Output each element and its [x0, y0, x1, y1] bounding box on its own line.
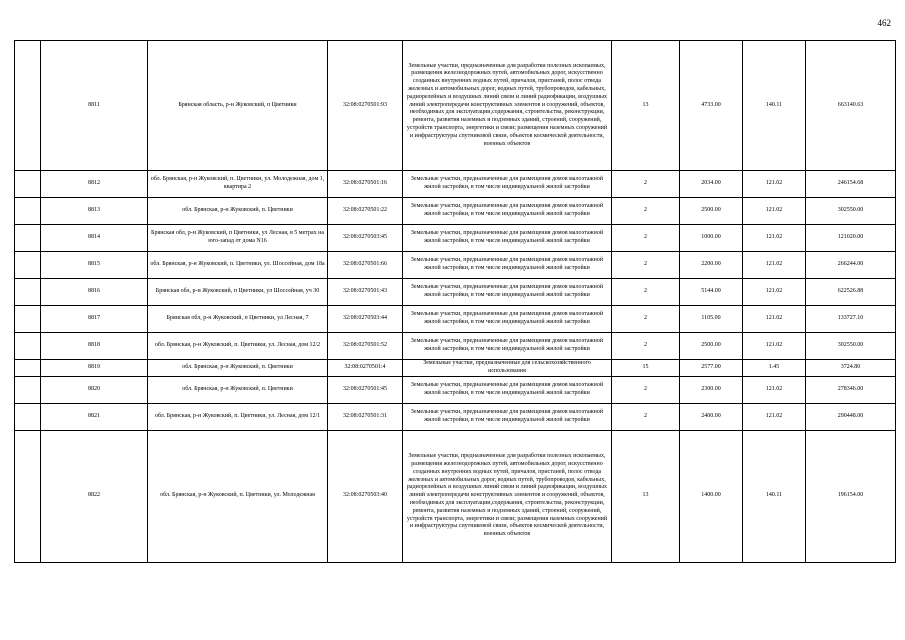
cadastral-number-cell: 32:08:0270501:22: [328, 198, 403, 225]
specific-value-cell: 121.02: [743, 225, 806, 252]
row-index-cell: [15, 376, 41, 403]
specific-value-cell: 121.02: [743, 171, 806, 198]
land-use-cell: Земельные участки, предназначенные для размещения домов малоэтажной жилой застройки, в том числе индивидуальной жилой застройки: [403, 403, 612, 430]
cadastral-value-table: [14, 40, 896, 563]
area-cell: 1000.00: [680, 225, 743, 252]
record-number-cell: 8818: [41, 333, 148, 360]
record-number-cell: 8814: [41, 225, 148, 252]
land-use-cell: Земельные участки, предназначенные для разработки полезных ископаемых, размещения железнодорожных путей, автомобильных дорог, искусственно созданных внутренних водных путей, причалов, пристаней, полос отвода железных и автомобильных дорог, водных путей, трубопроводов, кабельных, радиорелейных и воздушных линий связи и линий радиофикации, воздушных линий электропередачи конструктивных элементов и сооружений, объектов, необходимых для эксплуатации,содержания, строительства, реконструкции, ремонта, развития наземных и подземных зданий, строений, сооружений, устройств транспорта, энергетики и связи; размещения наземных сооружений и инфраструктуры спутниковой связи, объектов космической деятельности, военных объектов: [403, 41, 612, 171]
group-cell: 13: [612, 41, 680, 171]
group-cell: 2: [612, 279, 680, 306]
table-row: [15, 279, 896, 306]
area-cell: 4733.00: [680, 41, 743, 171]
cadastral-number-cell: 32:08:0270501:4: [328, 360, 403, 377]
group-cell: 2: [612, 171, 680, 198]
cadastral-number-cell: 32:08:0270501:43: [328, 279, 403, 306]
cadastral-value-cell: 266244.00: [806, 252, 896, 279]
record-number-cell: 8822: [41, 430, 148, 562]
cadastral-number-cell: 32:08:0270501:52: [328, 333, 403, 360]
row-index-cell: [15, 252, 41, 279]
cadastral-number-cell: 32:08:0270503:44: [328, 306, 403, 333]
group-cell: 2: [612, 225, 680, 252]
cadastral-number-cell: 32:08:0270501:66: [328, 252, 403, 279]
area-cell: 2400.00: [680, 403, 743, 430]
record-number-cell: 8817: [41, 306, 148, 333]
cadastral-number-cell: 32:08:0270503:40: [328, 430, 403, 562]
specific-value-cell: 121.02: [743, 198, 806, 225]
row-index-cell: [15, 306, 41, 333]
table-row: [15, 430, 896, 562]
group-cell: 15: [612, 360, 680, 377]
land-use-cell: Земельные участки, предназначенные для разработки полезных ископаемых, размещения железнодорожных путей, автомобильных дорог, искусственно созданных внутренних водных путей, причалов, пристаней, полос отвода железных и автомобильных дорог, водных путей, трубопроводов, кабельных, радиорелейных и воздушных линий связи и линий радиофикации, воздушных линий электропередачи конструктивных элементов и сооружений, объектов, необходимых для эксплуатации,содержания, строительства, реконструкции, ремонта, развития наземных и подземных зданий, строений, сооружений, устройств транспорта, энергетики и связи; размещения наземных сооружений и инфраструктуры спутниковой связи, объектов космической деятельности, военных объектов: [403, 430, 612, 562]
table-row: [15, 198, 896, 225]
table-row: [15, 306, 896, 333]
specific-value-cell: 121.02: [743, 279, 806, 306]
area-cell: 1400.00: [680, 430, 743, 562]
cadastral-value-cell: 663140.63: [806, 41, 896, 171]
address-cell: обл. Брянская, р-н Жуковский, п. Цветники: [148, 198, 328, 225]
cadastral-value-cell: 290448.00: [806, 403, 896, 430]
record-number-cell: 8819: [41, 360, 148, 377]
cadastral-number-cell: 32:08:0270501:45: [328, 376, 403, 403]
group-cell: 2: [612, 306, 680, 333]
group-cell: 2: [612, 198, 680, 225]
area-cell: 2200.00: [680, 252, 743, 279]
cadastral-value-cell: 622526.88: [806, 279, 896, 306]
table-row: [15, 252, 896, 279]
area-cell: 5144.00: [680, 279, 743, 306]
row-index-cell: [15, 360, 41, 377]
table-row: [15, 403, 896, 430]
specific-value-cell: 1.45: [743, 360, 806, 377]
record-number-cell: 8820: [41, 376, 148, 403]
row-index-cell: [15, 403, 41, 430]
cadastral-value-cell: 3724.80: [806, 360, 896, 377]
cadastral-number-cell: 32:08:0270503:45: [328, 225, 403, 252]
table-row: [15, 333, 896, 360]
land-use-cell: Земельные участки, предназначенные для размещения домов малоэтажной жилой застройки, в том числе индивидуальной жилой застройки: [403, 306, 612, 333]
record-number-cell: 8821: [41, 403, 148, 430]
record-number-cell: 8816: [41, 279, 148, 306]
group-cell: 2: [612, 376, 680, 403]
land-use-cell: Земельные участки, предназначенные для размещения домов малоэтажной жилой застройки, в том числе индивидуальной жилой застройки: [403, 225, 612, 252]
address-cell: обл. Брянская, р-н Жуковский, п. Цветники, ул. Молодежная: [148, 430, 328, 562]
table-body: [15, 41, 896, 563]
address-cell: обл. Брянская, р-н Жуковский, п. Цветники, ул. Лесная, дом 12/2: [148, 333, 328, 360]
specific-value-cell: 140.11: [743, 41, 806, 171]
cadastral-value-cell: 278346.00: [806, 376, 896, 403]
cadastral-number-cell: 32:08:0270501:31: [328, 403, 403, 430]
address-cell: обл. Брянская, р-н Жуковский, п. Цветники, ул. Молодежная, дом 1, квартира 2: [148, 171, 328, 198]
address-cell: Брянская обл, р-н Жуковский, п Цветники, ул Шоссейная, уч 30: [148, 279, 328, 306]
row-index-cell: [15, 171, 41, 198]
group-cell: 13: [612, 430, 680, 562]
row-index-cell: [15, 279, 41, 306]
area-cell: 1105.00: [680, 306, 743, 333]
specific-value-cell: 121.02: [743, 306, 806, 333]
area-cell: 2500.00: [680, 198, 743, 225]
specific-value-cell: 121.02: [743, 376, 806, 403]
specific-value-cell: 121.02: [743, 252, 806, 279]
table-row: [15, 225, 896, 252]
row-index-cell: [15, 41, 41, 171]
row-index-cell: [15, 225, 41, 252]
land-use-cell: Земельные участки, предназначенные для размещения домов малоэтажной жилой застройки, в том числе индивидуальной жилой застройки: [403, 171, 612, 198]
land-use-cell: Земельные участки, предназначенные для размещения домов малоэтажной жилой застройки, в том числе индивидуальной жилой застройки: [403, 333, 612, 360]
record-number-cell: 8815: [41, 252, 148, 279]
group-cell: 2: [612, 333, 680, 360]
specific-value-cell: 121.02: [743, 333, 806, 360]
record-number-cell: 8813: [41, 198, 148, 225]
table-row: [15, 360, 896, 377]
land-use-cell: Земельные участки, предназначенные для размещения домов малоэтажной жилой застройки, в том числе индивидуальной жилой застройки: [403, 252, 612, 279]
area-cell: 2500.00: [680, 333, 743, 360]
record-number-cell: 8812: [41, 171, 148, 198]
area-cell: 2300.00: [680, 376, 743, 403]
table-row: [15, 41, 896, 171]
land-use-cell: Земельные участки, предназначенные для сельскохозяйственного использования: [403, 360, 612, 377]
land-use-cell: Земельные участки, предназначенные для размещения домов малоэтажной жилой застройки, в том числе индивидуальной жилой застройки: [403, 376, 612, 403]
cadastral-value-cell: 302550.00: [806, 333, 896, 360]
address-cell: Брянская обл, р-н Жуковский, п Цветники, ул Лесная, в 5 метрах на юго-запад от дома N16: [148, 225, 328, 252]
area-cell: 2577.00: [680, 360, 743, 377]
address-cell: Брянская обл, р-н Жуковский, п Цветники, ул Лесная, 7: [148, 306, 328, 333]
cadastral-value-cell: 196154.00: [806, 430, 896, 562]
table-row: [15, 171, 896, 198]
specific-value-cell: 121.02: [743, 403, 806, 430]
group-cell: 2: [612, 252, 680, 279]
record-number-cell: 8811: [41, 41, 148, 171]
land-use-cell: Земельные участки, предназначенные для размещения домов малоэтажной жилой застройки, в том числе индивидуальной жилой застройки: [403, 198, 612, 225]
row-index-cell: [15, 430, 41, 562]
address-cell: Брянская область, р-н Жуковский, п Цветники: [148, 41, 328, 171]
cadastral-number-cell: 32:08:0270501:16: [328, 171, 403, 198]
cadastral-value-cell: 302550.00: [806, 198, 896, 225]
table-row: [15, 376, 896, 403]
cadastral-value-cell: 133727.10: [806, 306, 896, 333]
area-cell: 2034.00: [680, 171, 743, 198]
cadastral-value-cell: 246154.68: [806, 171, 896, 198]
cadastral-value-cell: 121020.00: [806, 225, 896, 252]
group-cell: 2: [612, 403, 680, 430]
address-cell: обл. Брянская, р-н Жуковский, п. Цветники: [148, 376, 328, 403]
row-index-cell: [15, 333, 41, 360]
address-cell: обл. Брянская, р-н Жуковский, п. Цветники, ул. Лесная, дом 12/1: [148, 403, 328, 430]
address-cell: обл. Брянская, р-н Жуковский, п. Цветники: [148, 360, 328, 377]
row-index-cell: [15, 198, 41, 225]
page-number: 462: [877, 18, 891, 28]
land-use-cell: Земельные участки, предназначенные для размещения домов малоэтажной жилой застройки, в том числе индивидуальной жилой застройки: [403, 279, 612, 306]
address-cell: обл. Брянская, р-н Жуковский, п. Цветники, ул. Шоссейная, дом 18а: [148, 252, 328, 279]
cadastral-number-cell: 32:08:0270501:93: [328, 41, 403, 171]
specific-value-cell: 140.11: [743, 430, 806, 562]
